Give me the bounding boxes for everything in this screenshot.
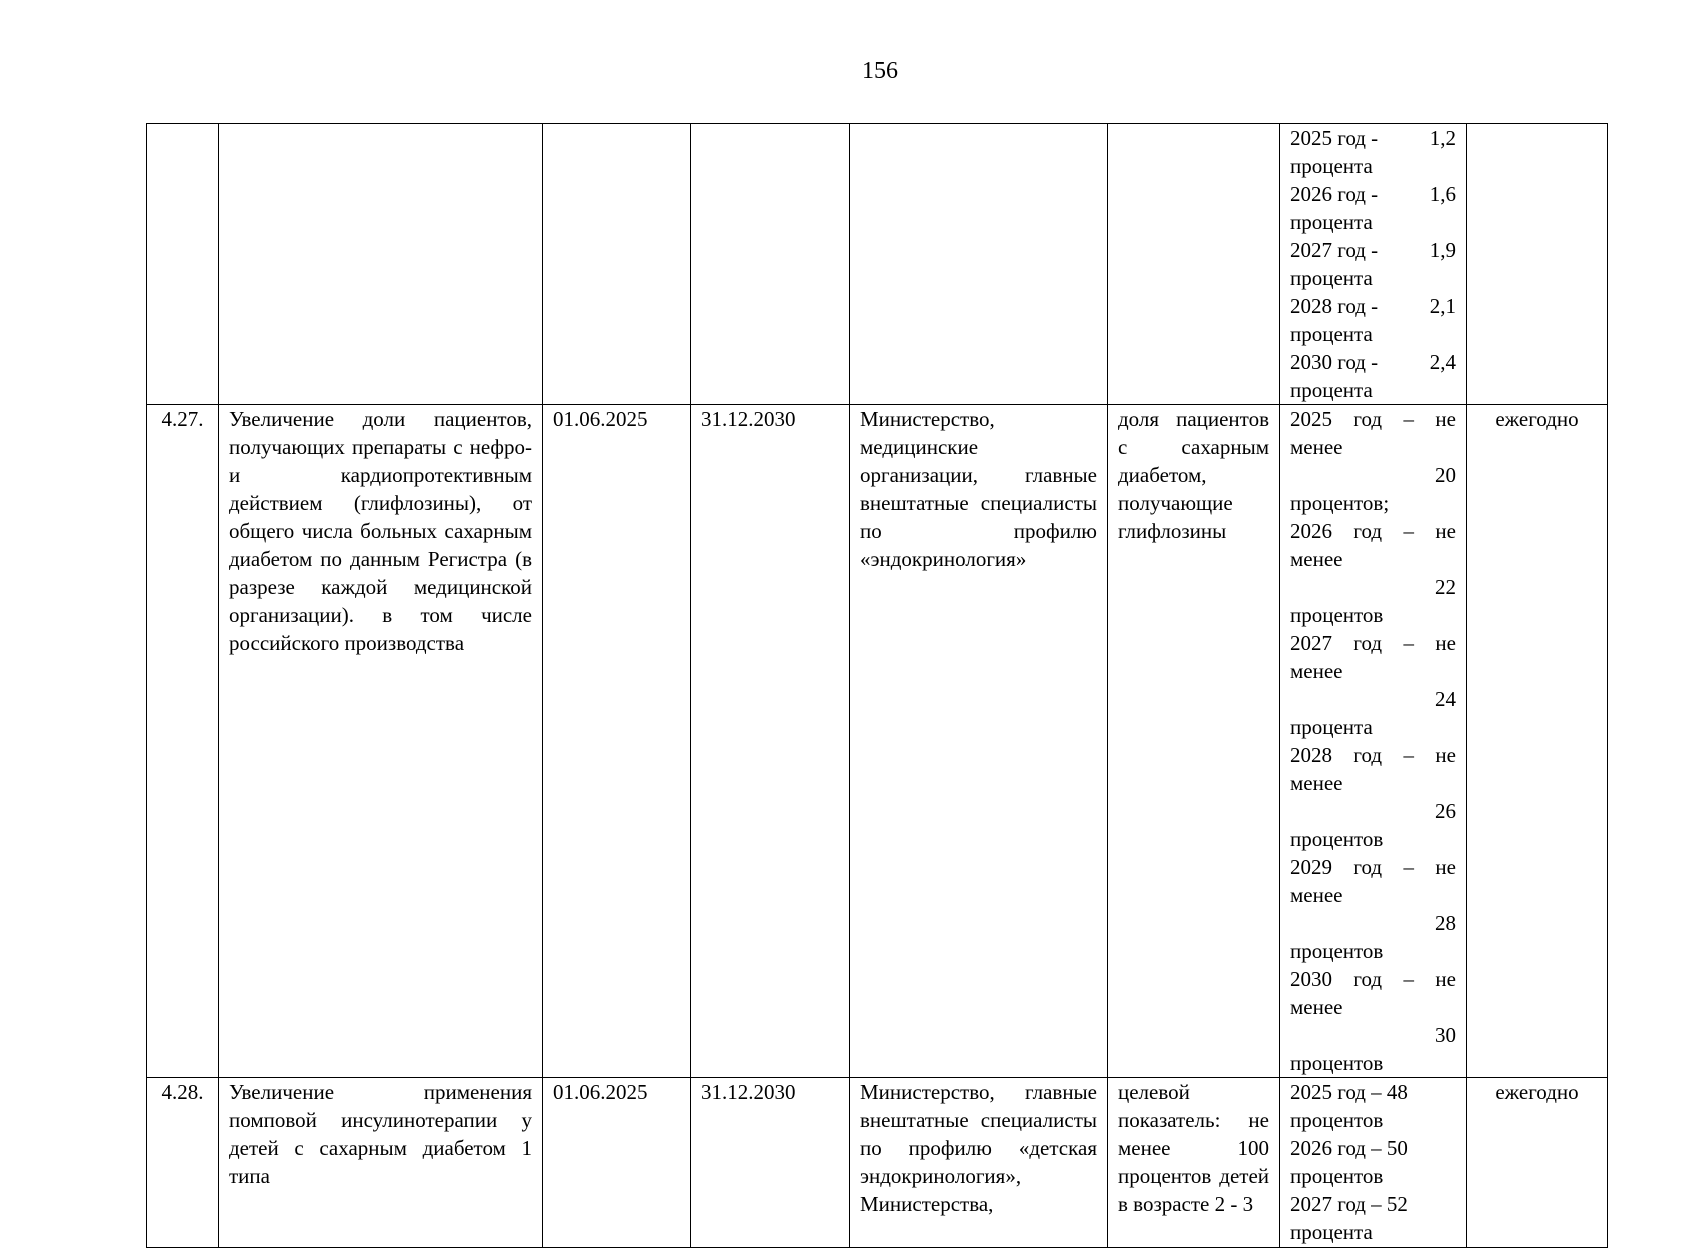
responsible: [850, 124, 1108, 405]
target-amount: 1,2: [1429, 126, 1456, 150]
table-row: [147, 405, 1608, 1078]
target-amount: 30: [1435, 1023, 1456, 1047]
end-date: 31.12.2030: [691, 1078, 850, 1248]
target-unit: процентов: [1290, 827, 1384, 851]
target-unit: процента: [1290, 266, 1373, 290]
row-number: [147, 124, 219, 405]
target-values: [1280, 124, 1467, 405]
target-unit: процентов: [1290, 1108, 1384, 1132]
end-date: 31.12.2030: [691, 405, 850, 1078]
target-year: 2030 год – не менее: [1290, 967, 1456, 1019]
target-year: 2025 год – не менее: [1290, 407, 1456, 459]
indicator: целевой показатель: не менее 100 процентов детей в возрасте 2 - 3: [1108, 1078, 1280, 1248]
page-number: 156: [862, 58, 898, 84]
responsible: Министерство, главные внештатные специалисты по профилю «детская эндокринология», Министерства,: [850, 1078, 1108, 1248]
target-value-list: [1290, 124, 1456, 404]
target-year: 2027 год – 52: [1290, 1192, 1408, 1216]
periodicity: ежегодно: [1467, 405, 1608, 1078]
target-year: 2029 год – не менее: [1290, 855, 1456, 907]
target-unit: процентов: [1290, 603, 1384, 627]
start-date: 01.06.2025: [543, 405, 691, 1078]
target-amount: 1,6: [1429, 182, 1456, 206]
target-amount: 28: [1435, 911, 1456, 935]
table-row: [147, 1078, 1608, 1248]
periodicity: ежегодно: [1467, 1078, 1608, 1248]
target-amount: 20: [1435, 463, 1456, 487]
target-amount: 22: [1435, 575, 1456, 599]
target-unit: процента: [1290, 210, 1373, 234]
target-amount: 24: [1435, 687, 1456, 711]
target-unit: процентов;: [1290, 491, 1390, 515]
target-year: 2026 год – не менее: [1290, 519, 1456, 571]
target-amount: 26: [1435, 799, 1456, 823]
target-value-list: [1290, 1078, 1456, 1246]
target-values: [1280, 405, 1467, 1078]
row-number: 4.28.: [147, 1078, 219, 1248]
table-row: [147, 124, 1608, 405]
target-amount: 1,9: [1429, 238, 1456, 262]
target-year: 2026 год – 50: [1290, 1136, 1408, 1160]
measure-title: [219, 124, 543, 405]
target-year: 2028 год – не менее: [1290, 743, 1456, 795]
target-year: 2030 год -: [1290, 350, 1379, 374]
target-unit: процентов: [1290, 939, 1384, 963]
target-year: 2027 год – не менее: [1290, 631, 1456, 683]
responsible: Министерство, медицинские организации, главные внештатные специалисты по профилю «эндокринология»: [850, 405, 1108, 1078]
start-date: [543, 124, 691, 405]
target-unit: процента: [1290, 154, 1373, 178]
target-unit: процентов: [1290, 1164, 1384, 1188]
measures-table: [146, 123, 1608, 1248]
target-year: 2025 год – 48: [1290, 1080, 1408, 1104]
target-year: 2027 год -: [1290, 238, 1379, 262]
target-year: 2025 год -: [1290, 126, 1379, 150]
end-date: [691, 124, 850, 405]
target-amount: 2,1: [1429, 294, 1456, 318]
start-date: 01.06.2025: [543, 1078, 691, 1248]
target-unit: процента: [1290, 322, 1373, 346]
target-unit: процента: [1290, 715, 1373, 739]
target-amount: 2,4: [1429, 350, 1456, 374]
indicator: доля пациентов с сахарным диабетом, получающие глифлозины: [1108, 405, 1280, 1078]
measure-title: Увеличение применения помповой инсулинотерапии у детей с сахарным диабетом 1 типа: [219, 1078, 543, 1248]
indicator: [1108, 124, 1280, 405]
periodicity: [1467, 124, 1608, 405]
row-number: 4.27.: [147, 405, 219, 1078]
target-values: [1280, 1078, 1467, 1248]
target-unit: процента: [1290, 378, 1373, 402]
target-value-list: [1290, 405, 1456, 1077]
target-unit: процентов: [1290, 1051, 1384, 1075]
target-year: 2028 год -: [1290, 294, 1379, 318]
measure-title: Увеличение доли пациентов, получающих препараты с нефро- и кардиопротективным действием (глифлозины), от общего числа больных сахарным диабетом по данным Регистра (в разрезе каждой медицинской организации). в том числе российского производства: [219, 405, 543, 1078]
target-year: 2026 год -: [1290, 182, 1379, 206]
target-unit: процента: [1290, 1220, 1373, 1244]
